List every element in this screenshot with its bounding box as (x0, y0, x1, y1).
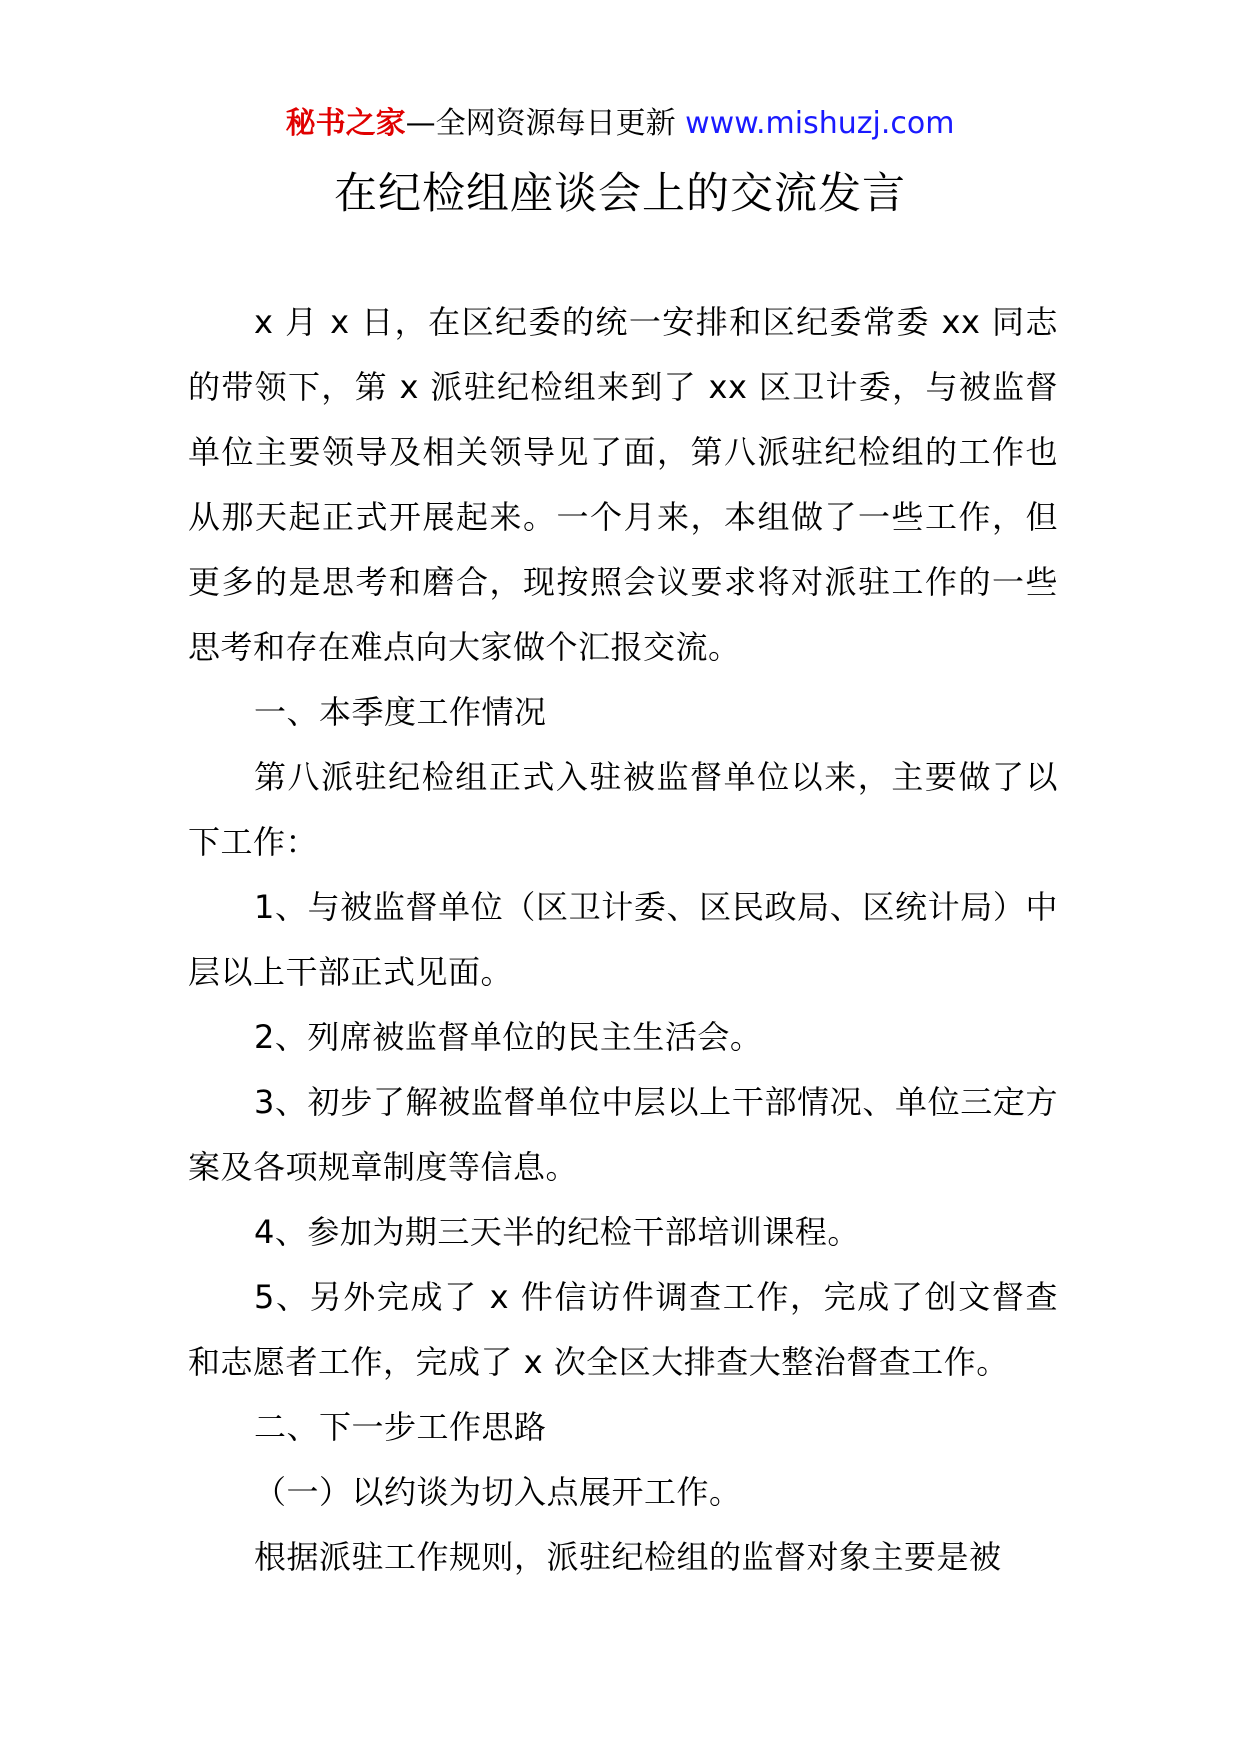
site-tagline: —全网资源每日更新 (405, 106, 676, 141)
paragraph: 根据派驻工作规则，派驻纪检组的监督对象主要是被 (254, 1538, 1002, 1576)
section-heading-2: 二、下一步工作思路 (254, 1408, 547, 1446)
document-title: 在纪检组座谈会上的交流发言 (334, 169, 906, 219)
paragraph-intro: x 月 x 日，在区纪委的统一安排和区纪委常委 xx 同志的带领下，第 x 派驻纪检组来到了 xx 区卫计委，与被监督单位主要领导及相关领导见了面，第八派驻纪检组的工作也从那天起正式开展起来。一个月来，本组做了一些工作，但更多的是思考和磨合，现按照会议要求将对派驻工作的一些思考和存在难点向大家做个汇报交流。 (188, 303, 1058, 666)
list-item: 4、参加为期三天半的纪检干部培训课程。 (254, 1213, 860, 1251)
site-brand: 秘书之家 (285, 106, 406, 141)
site-url-link[interactable]: www.mishuzj.com (685, 106, 955, 141)
site-header (0, 102, 1240, 146)
section-heading-1: 一、本季度工作情况 (254, 693, 547, 731)
list-item: 1、与被监督单位（区卫计委、区民政局、区统计局）中层以上干部正式见面。 (188, 888, 1058, 991)
list-item: 3、初步了解被监督单位中层以上干部情况、单位三定方案及各项规章制度等信息。 (188, 1083, 1058, 1186)
subsection-heading: （一）以约谈为切入点展开工作。 (254, 1473, 742, 1511)
document-body (188, 290, 1058, 1590)
paragraph: 第八派驻纪检组正式入驻被监督单位以来，主要做了以下工作： (188, 758, 1058, 861)
list-item: 5、另外完成了 x 件信访件调查工作，完成了创文督查和志愿者工作，完成了 x 次全区大排查大整治督查工作。 (188, 1278, 1058, 1381)
list-item: 2、列席被监督单位的民主生活会。 (254, 1018, 763, 1056)
